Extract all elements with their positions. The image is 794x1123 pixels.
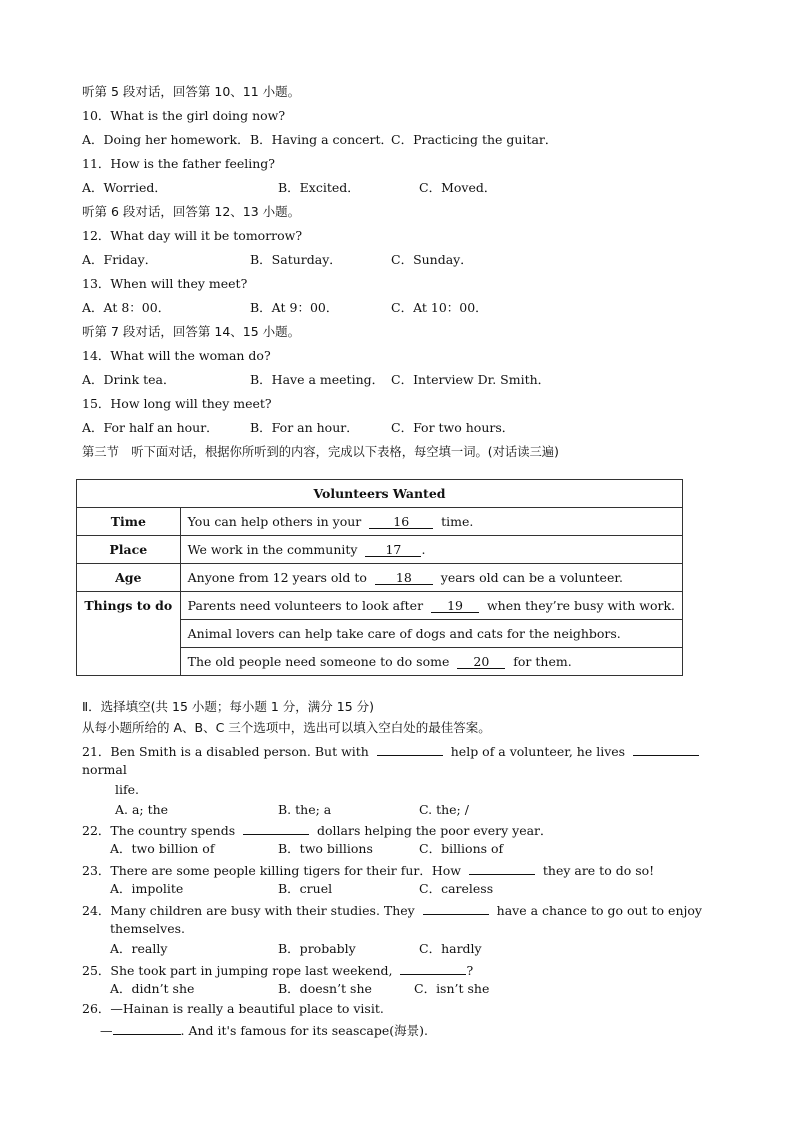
question-22-option-a: A．two billion of xyxy=(110,841,215,856)
question-11-option-b: B．Excited． xyxy=(278,180,360,195)
blank-17[interactable]: 17 xyxy=(365,543,421,557)
question-10-option-c: C．Practicing the guitar． xyxy=(391,132,558,147)
table-row-things-1 xyxy=(77,592,683,620)
blank-20[interactable]: 20 xyxy=(457,655,505,669)
question-23-option-c: C．careless xyxy=(419,881,494,896)
place-label: Place xyxy=(77,536,181,564)
question-21-option-a: A. a; the xyxy=(115,802,169,817)
question-26-stem: 26．—Hainan is really a beautiful place to visit. xyxy=(82,1001,384,1016)
question-25-option-c: C．isn’t she xyxy=(414,981,490,996)
blank-18[interactable]: 18 xyxy=(375,571,433,585)
q25-text-a: 25．She took part in jumping rope last weekend, xyxy=(82,963,393,978)
things1-text: Parents need volunteers to look after xyxy=(187,598,424,613)
question-13-option-a: A．At 8：00． xyxy=(82,300,171,315)
question-23-option-b: B．cruel xyxy=(278,881,333,896)
question-15-option-c: C．For two hours． xyxy=(391,420,515,435)
q21-text-d: life. xyxy=(115,782,139,797)
table-row-age xyxy=(77,564,683,592)
question-15-stem: 15．How long will they meet? xyxy=(82,396,272,411)
question-25-option-b: B．doesn’t she xyxy=(278,981,372,996)
q24-text-a: 24．Many children are busy with their studies. They xyxy=(82,903,415,918)
q21-text-b: help of a volunteer, he lives xyxy=(450,744,626,759)
table-row-place xyxy=(77,536,683,564)
q22-text-b: dollars helping the poor every year． xyxy=(317,823,553,838)
blank-16[interactable]: 16 xyxy=(369,515,433,529)
time-content xyxy=(180,508,682,536)
question-21-option-c: C. the; / xyxy=(419,802,469,817)
age-content xyxy=(180,564,682,592)
part2-instruction: 从每小题所给的 A、B、C 三个选项中，选出可以填入空白处的最佳答案。 xyxy=(82,720,491,735)
question-14-option-b: B．Have a meeting． xyxy=(250,372,385,387)
q22-blank[interactable] xyxy=(243,821,309,835)
question-21-option-b: B. the; a xyxy=(278,802,332,817)
q26-dash: — xyxy=(100,1023,113,1038)
question-10-stem: 10．What is the girl doing now? xyxy=(82,108,286,123)
question-24-option-b: B．probably xyxy=(278,941,356,956)
place-text-end: . xyxy=(421,542,426,557)
question-12-stem: 12．What day will it be tomorrow? xyxy=(82,228,303,243)
passage6-header: 听第 6 段对话，回答第 12、13 小题。 xyxy=(82,204,301,219)
question-22-option-c: C．billions of xyxy=(419,841,504,856)
q25-text-b: ? xyxy=(466,963,474,978)
passage5-header: 听第 5 段对话，回答第 10、11 小题。 xyxy=(82,84,301,99)
time-label: Time xyxy=(77,508,181,536)
place-content xyxy=(180,536,682,564)
question-12-option-a: A．Friday． xyxy=(82,252,158,267)
q21-blank-1[interactable] xyxy=(377,742,443,756)
part2-header: Ⅱ．选择填空(共 15 小题；每小题 1 分，满分 15 分) xyxy=(82,699,375,714)
question-15-option-b: B．For an hour． xyxy=(250,420,359,435)
q21-text-a: 21．Ben Smith is a disabled person. But with xyxy=(82,744,369,759)
question-24-option-c: C．hardly xyxy=(419,941,482,956)
question-23-stem xyxy=(82,861,654,879)
question-23-option-a: A．impolite xyxy=(110,881,184,896)
things2-content: Animal lovers can help take care of dogs and cats for the neighbors. xyxy=(180,620,682,648)
things3-text: The old people need someone to do some xyxy=(187,654,450,669)
time-text-end: time. xyxy=(441,514,474,529)
question-25-stem xyxy=(82,961,473,979)
question-24-option-a: A．really xyxy=(110,941,168,956)
section3-header: 第三节 听下面对话，根据你所听到的内容，完成以下表格，每空填一词。(对话读三遍) xyxy=(82,445,559,459)
q22-text-a: 22．The country spends xyxy=(82,823,236,838)
question-14-option-a: A．Drink tea． xyxy=(82,372,176,387)
q26-blank[interactable] xyxy=(113,1021,181,1035)
time-text: You can help others in your xyxy=(187,514,362,529)
volunteers-table xyxy=(76,479,683,676)
q24-text-c: themselves. xyxy=(110,921,185,936)
question-15-option-a: A．For half an hour． xyxy=(82,420,219,435)
question-10-option-b: B．Having a concert． xyxy=(250,132,394,147)
q23-text-b: they are to do so! xyxy=(542,863,655,878)
question-21-stem xyxy=(82,742,699,760)
question-14-stem: 14．What will the woman do? xyxy=(82,348,271,363)
question-13-option-c: C．At 10：00． xyxy=(391,300,488,315)
age-text: Anyone from 12 years old to xyxy=(187,570,367,585)
blank-19[interactable]: 19 xyxy=(431,599,479,613)
q23-text-a: 23．There are some people killing tigers for their fur．How xyxy=(82,863,461,878)
q24-text-b: have a chance to go out to enjoy xyxy=(496,903,702,918)
question-22-option-b: B．two billions xyxy=(278,841,373,856)
question-14-option-c: C．Interview Dr. Smith． xyxy=(391,372,551,387)
things1-text-end: when they’re busy with work. xyxy=(486,598,675,613)
question-11-option-a: A．Worried． xyxy=(82,180,167,195)
question-13-option-b: B．At 9：00． xyxy=(250,300,339,315)
things3-content xyxy=(180,648,682,676)
question-13-stem: 13．When will they meet? xyxy=(82,276,248,291)
question-11-option-c: C．Moved． xyxy=(419,180,497,195)
q26-text-b: . And it's famous for its seascape(海景). xyxy=(180,1023,429,1038)
things1-content xyxy=(180,592,682,620)
question-10-option-a: A．Doing her homework． xyxy=(82,132,250,147)
q24-blank[interactable] xyxy=(423,901,489,915)
question-24-stem xyxy=(82,901,702,919)
things3-text-end: for them. xyxy=(513,654,572,669)
table-title: Volunteers Wanted xyxy=(77,480,683,508)
passage7-header: 听第 7 段对话，回答第 14、15 小题。 xyxy=(82,324,301,339)
q21-blank-2[interactable] xyxy=(633,742,699,756)
place-text: We work in the community xyxy=(187,542,358,557)
table-row-time xyxy=(77,508,683,536)
question-25-option-a: A．didn’t she xyxy=(110,981,195,996)
q23-blank[interactable] xyxy=(469,861,535,875)
age-label: Age xyxy=(77,564,181,592)
q25-blank[interactable] xyxy=(400,961,466,975)
q21-text-c: normal xyxy=(82,762,127,777)
question-12-option-b: B．Saturday． xyxy=(250,252,342,267)
question-11-stem: 11．How is the father feeling? xyxy=(82,156,276,171)
age-text-end: years old can be a volunteer. xyxy=(440,570,623,585)
things-label: Things to do xyxy=(77,592,181,676)
question-12-option-c: C．Sunday． xyxy=(391,252,473,267)
question-22-stem xyxy=(82,821,553,839)
question-26-reply xyxy=(100,1021,428,1039)
